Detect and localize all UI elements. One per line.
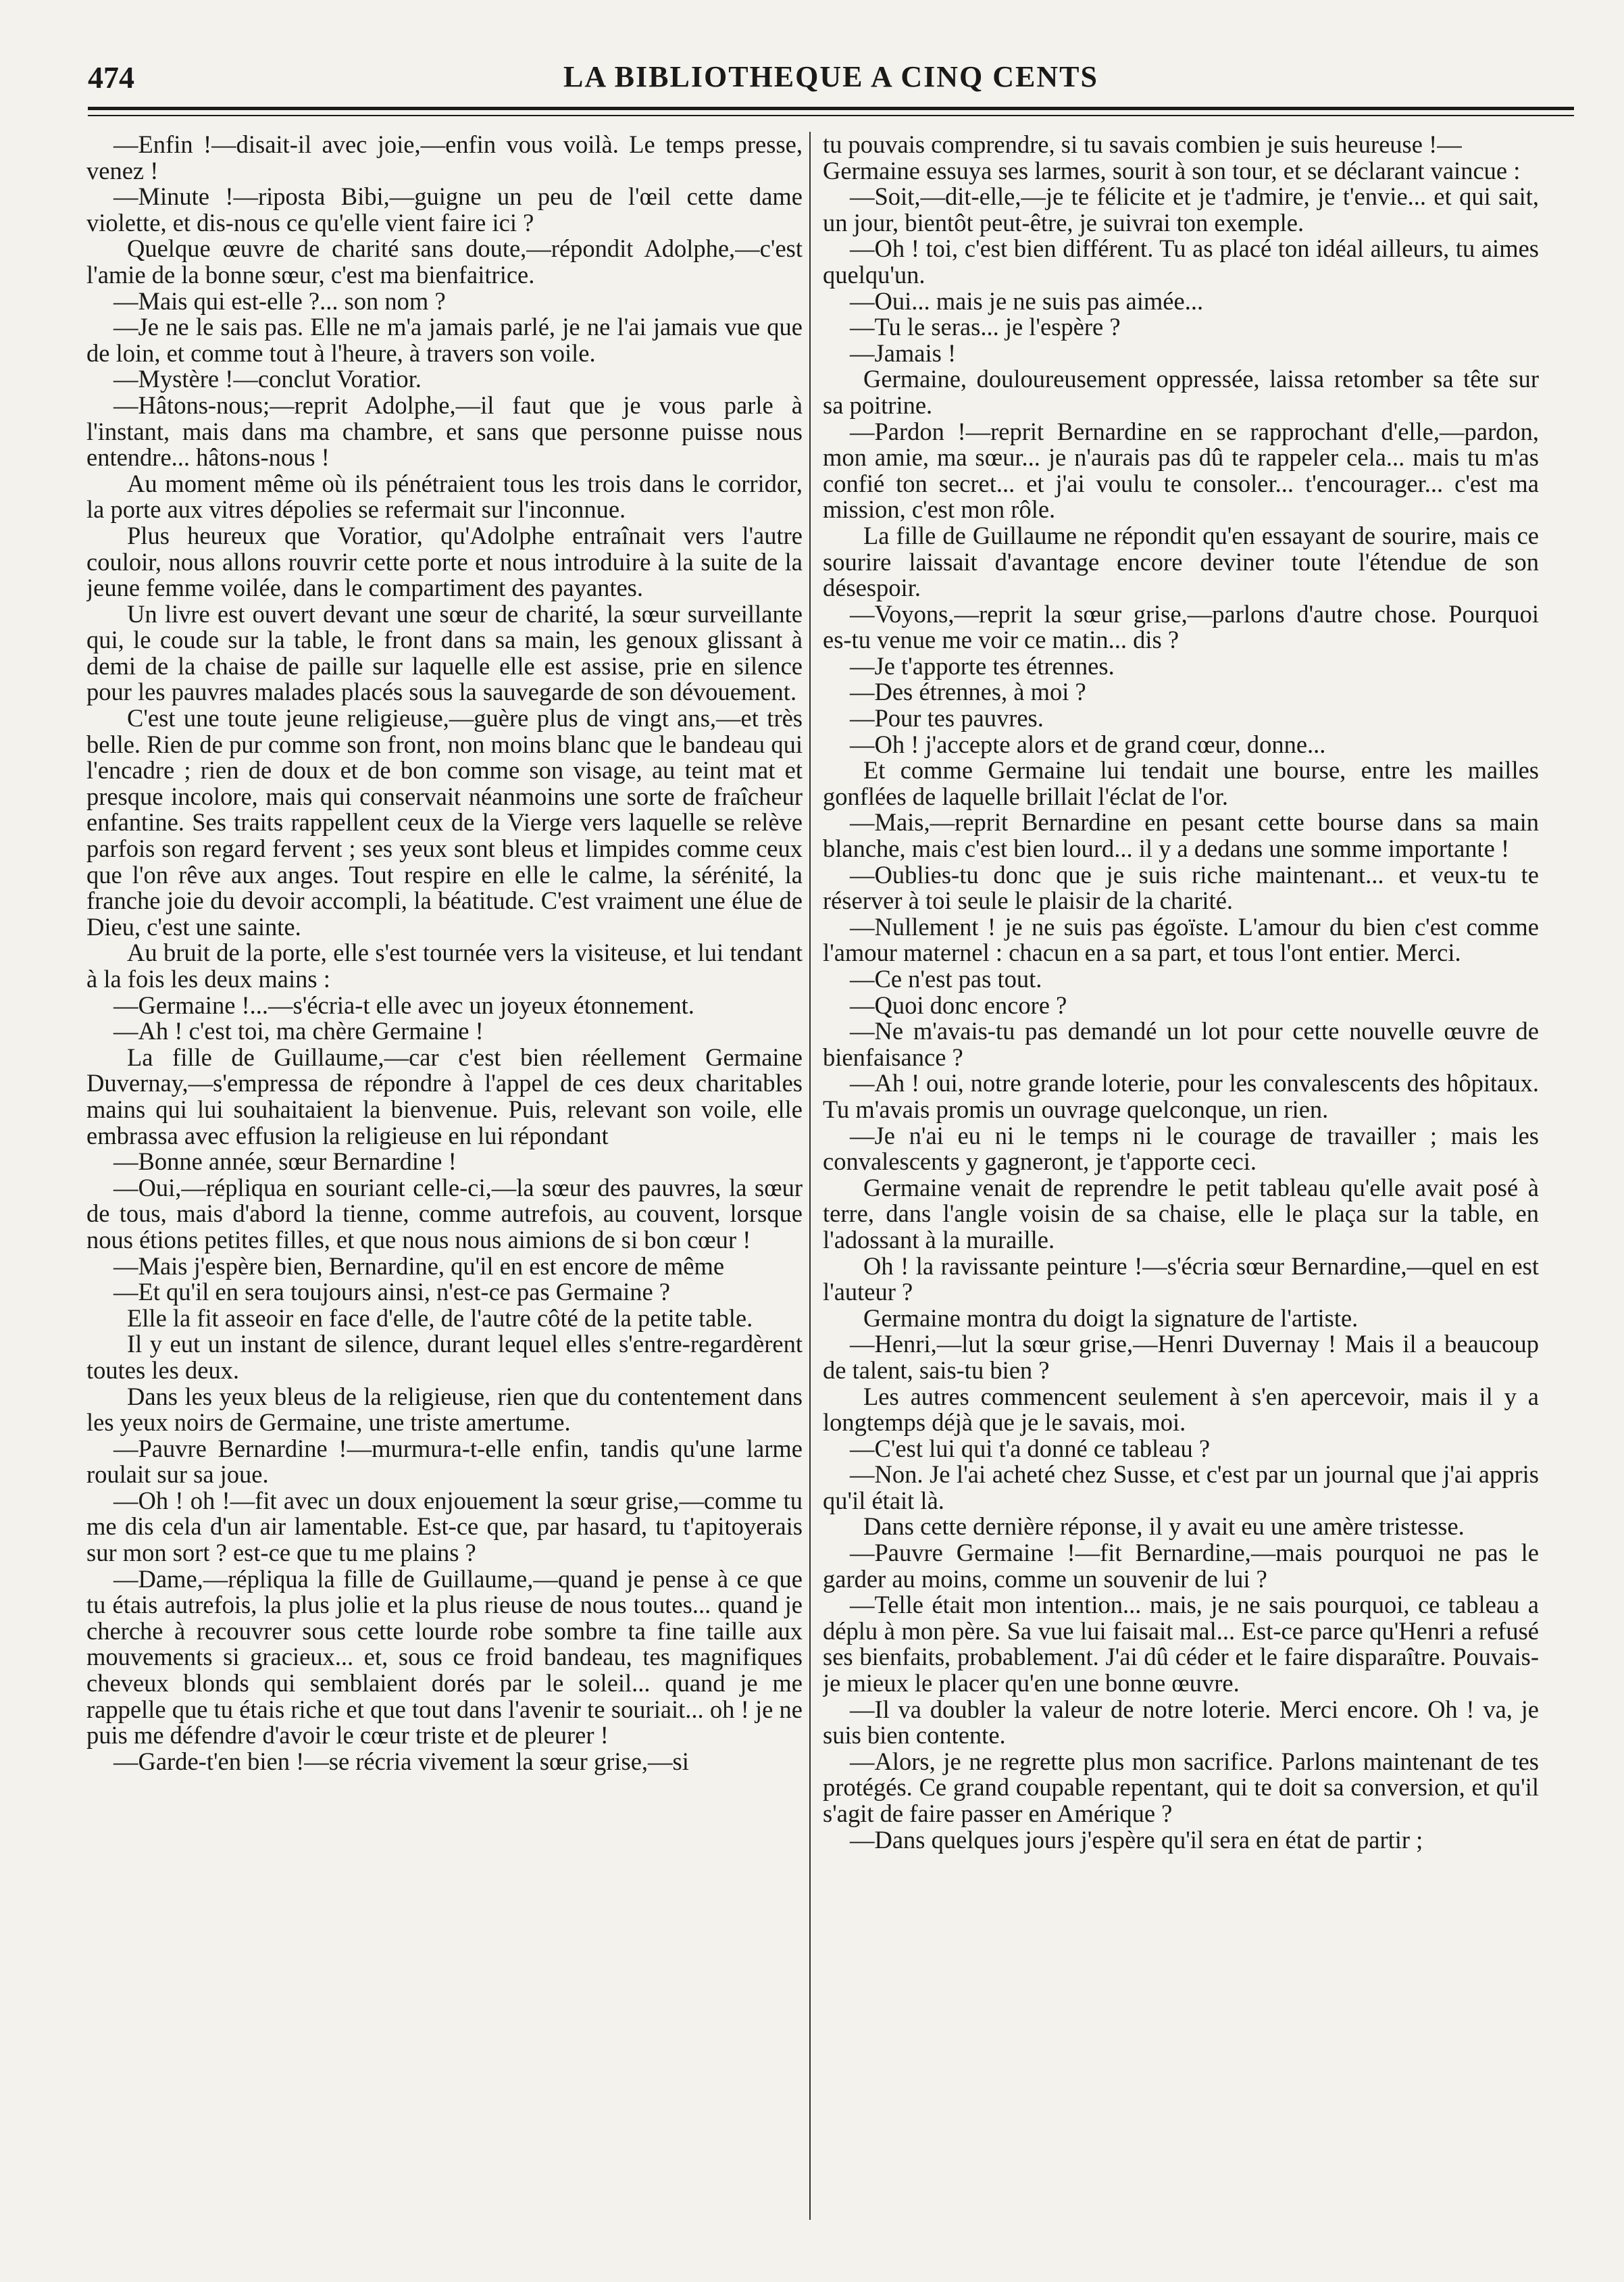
paragraph: —Hâtons-nous;—reprit Adolphe,—il faut que je vous parle à l'instant, mais dans ma chambre, et sans que personne puisse nous entendre... hâtons-nous ! bbox=[86, 391, 803, 472]
paragraph: —Quoi donc encore ? bbox=[850, 991, 1067, 1019]
paragraph: —Pour tes pauvres. bbox=[850, 704, 1044, 733]
paragraph: Et comme Germaine lui tendait une bourse, entre les mailles gonflées de laquelle brillait l'éclat de l'or. bbox=[823, 756, 1539, 810]
paragraph: Il y eut un instant de silence, durant lequel elles s'entre-regardèrent toutes les deux. bbox=[86, 1330, 803, 1384]
paragraph: —Oh ! oh !—fit avec un doux enjouement la sœur grise,—comme tu me dis cela d'un air lamentable. Est-ce que, par hasard, tu t'apitoyerais sur mon sort ? est-ce que tu me plains ? bbox=[86, 1486, 803, 1567]
paragraph: Au bruit de la porte, elle s'est tournée vers la visiteuse, et lui tendant à la fois les deux mains : bbox=[86, 939, 803, 993]
paragraph: —Mais,—reprit Bernardine en pesant cette bourse dans sa main blanche, mais c'est bien lourd... il y a dedans une somme importante ! bbox=[823, 808, 1539, 863]
paragraph: —Oublies-tu donc que je suis riche maintenant... et veux-tu te réserver à toi seule le plaisir de la charité. bbox=[823, 860, 1539, 915]
paragraph: —Je ne le sais pas. Elle ne m'a jamais parlé, je ne l'ai jamais vue que de loin, et comme tout à l'heure, à travers son voile. bbox=[86, 313, 803, 367]
paragraph: La fille de Guillaume ne répondit qu'en essayant de sourire, mais ce sourire laissait d'avantage encore deviner toute l'étendue de son désespoir. bbox=[823, 521, 1539, 602]
paragraph: —Telle était mon intention... mais, je ne sais pourquoi, ce tableau a déplu à mon père. Sa vue lui faisait mal... Est-ce parce qu'Henri a refusé ses bienfaits, probablement. J'ai dû céder et le faire disparaître. Pouvais-je mieux le placer qu'en une bonne œuvre. bbox=[823, 1591, 1539, 1697]
paragraph: —Alors, je ne regrette plus mon sacrifice. Parlons maintenant de tes protégés. Ce grand coupable repentant, qui te doit sa conversion, et qu'il s'agit de faire passer en Amérique ? bbox=[823, 1747, 1539, 1827]
paragraph: —Des étrennes, à moi ? bbox=[850, 678, 1086, 706]
paragraph: —Mystère !—conclut Voratior. bbox=[113, 365, 422, 393]
paragraph: —Dame,—répliqua la fille de Guillaume,—quand je pense à ce que tu étais autrefois, la plus jolie et la plus rieuse de nous toutes... quand je cherche à recouvrer sous cette lourde robe sombre ta fine taille aux mouvements si gracieux... et, sous ce froid bandeau, tes magnifiques cheveux blonds qui semblaient dorés par le soleil... quand je me rappelle que tu étais riche et que tout dans l'avenir te souriait... oh ! je ne puis me défendre d'avoir le cœur triste et de pleurer ! bbox=[86, 1564, 803, 1750]
paragraph: —Voyons,—reprit la sœur grise,—parlons d'autre chose. Pourquoi es-tu venue me voir ce matin... dis ? bbox=[823, 599, 1539, 654]
paragraph: —Bonne année, sœur Bernardine ! bbox=[113, 1147, 457, 1176]
paragraph: Les autres commencent seulement à s'en apercevoir, mais il y a longtemps déjà que je le savais, moi. bbox=[823, 1382, 1539, 1437]
paragraph: —Oh ! toi, c'est bien différent. Tu as placé ton idéal ailleurs, tu aimes quelqu'un. bbox=[823, 234, 1539, 289]
paragraph: —Mais qui est-elle ?... son nom ? bbox=[113, 287, 446, 315]
paragraph: —Henri,—lut la sœur grise,—Henri Duvernay ! Mais il a beaucoup de talent, sais-tu bien ? bbox=[823, 1330, 1539, 1384]
paragraph: —Minute !—riposta Bibi,—guigne un peu de l'œil cette dame violette, et dis-nous ce qu'elle vient faire ici ? bbox=[86, 182, 803, 237]
paragraph: —Ah ! oui, notre grande loterie, pour les convalescents des hôpitaux. Tu m'avais promis un ouvrage quelconque, un rien. bbox=[823, 1069, 1539, 1123]
paragraph: —Soit,—dit-elle,—je te félicite et je t'admire, je t'envie... et qui sait, un jour, bientôt peut-être, je suivrai ton exemple. bbox=[823, 182, 1539, 237]
page-header bbox=[88, 59, 1574, 100]
paragraph: —Pardon !—reprit Bernardine en se rapprochant d'elle,—pardon, mon amie, ma sœur... je n'aurais pas dû te rappeler cela... mais tu m'as confié ton secret... et j'ai voulu te consoler... t'encourager... c'est ma mission, c'est mon rôle. bbox=[823, 417, 1539, 524]
paragraph: —Oh ! j'accepte alors et de grand cœur, donne... bbox=[850, 730, 1326, 758]
paragraph: —Non. Je l'ai acheté chez Susse, et c'est par un journal que j'ai appris qu'il était là. bbox=[823, 1460, 1539, 1514]
paragraph: Germaine montra du doigt la signature de l'artiste. bbox=[863, 1304, 1359, 1332]
paragraph: Germaine essuya ses larmes, sourit à son tour, et se déclarant vaincue : bbox=[823, 156, 1521, 184]
running-title: LA BIBLIOTHEQUE A CINQ CENTS bbox=[563, 60, 1098, 93]
paragraph: —Il va doubler la valeur de notre loterie. Merci encore. Oh ! va, je suis bien contente. bbox=[823, 1695, 1539, 1750]
paragraph: Germaine venait de reprendre le petit tableau qu'elle avait posé à terre, dans l'angle voisin de sa chaise, elle le plaça sur la table, en l'adossant à la muraille. bbox=[823, 1173, 1539, 1254]
paragraph: —Tu le seras... je l'espère ? bbox=[850, 313, 1121, 341]
paragraph: —Je t'apporte tes étrennes. bbox=[850, 651, 1115, 680]
column-divider bbox=[809, 132, 811, 2220]
paragraph: Oh ! la ravissante peinture !—s'écria sœur Bernardine,—quel en est l'auteur ? bbox=[823, 1251, 1539, 1306]
paragraph: C'est une toute jeune religieuse,—guère plus de vingt ans,—et très belle. Rien de pur comme son front, non moins blanc que le bandeau qui l'encadre ; rien de doux et de bon comme son visage, au teint mat et presque incolore, mais qui conservait néanmoins une sorte de fraîcheur enfantine. Ses traits rappellent ceux de la Vierge vers laquelle se relève parfois son regard fervent ; ses yeux sont bleus et limpides comme ceux que l'on rêve aux anges. Tout respire en elle le calme, la sérénité, la franche joie du devoir accompli, la béatitude. C'est vraiment une élue de Dieu, c'est une sainte. bbox=[86, 704, 803, 941]
paragraph: Dans les yeux bleus de la religieuse, rien que du contentement dans les yeux noirs de Germaine, une triste amertume. bbox=[86, 1382, 803, 1437]
paragraph: —Je n'ai eu ni le temps ni le courage de travailler ; mais les convalescents y gagneront, je t'apporte ceci. bbox=[823, 1121, 1539, 1176]
paragraph: Germaine, douloureusement oppressée, laissa retomber sa tête sur sa poitrine. bbox=[823, 365, 1539, 419]
paragraph: —Dans quelques jours j'espère qu'il sera en état de partir ; bbox=[850, 1825, 1423, 1854]
paragraph: —Oui,—répliqua en souriant celle-ci,—la sœur des pauvres, la sœur de tous, mais d'abord la tienne, comme autrefois, au couvent, lorsque nous étions petites filles, et que nous nous aimions de si bon cœur ! bbox=[86, 1173, 803, 1254]
paragraph: Elle la fit asseoir en face d'elle, de l'autre côté de la petite table. bbox=[127, 1304, 753, 1332]
paragraph: La fille de Guillaume,—car c'est bien réellement Germaine Duvernay,—s'empressa de répondre à l'appel de ces deux charitables mains qui lui souhaitaient la bienvenue. Puis, relevant son voile, elle embrassa avec effusion la religieuse en lui répondant bbox=[86, 1043, 803, 1149]
paragraph: tu pouvais comprendre, si tu savais combien je suis heureuse !— bbox=[823, 132, 1462, 158]
paragraph: —Ah ! c'est toi, ma chère Germaine ! bbox=[113, 1017, 484, 1045]
paragraph: —Et qu'il en sera toujours ainsi, n'est-ce pas Germaine ? bbox=[113, 1278, 671, 1306]
paragraph: —Pauvre Bernardine !—murmura-t-elle enfin, tandis qu'une larme roulait sur sa joue. bbox=[86, 1434, 803, 1489]
paragraph: —Ce n'est pas tout. bbox=[850, 965, 1042, 993]
paragraph: —C'est lui qui t'a donné ce tableau ? bbox=[850, 1434, 1211, 1462]
header-rule-thick bbox=[88, 107, 1574, 110]
paragraph: —Nullement ! je ne suis pas égoïste. L'amour du bien c'est comme l'amour maternel : chacun en a sa part, et tous l'ont entier. Merci. bbox=[823, 912, 1539, 967]
right-column bbox=[823, 132, 1539, 2220]
header-rule-thin bbox=[88, 115, 1574, 116]
paragraph: —Germaine !...—s'écria-t elle avec un joyeux étonnement. bbox=[113, 991, 694, 1019]
paragraph: Un livre est ouvert devant une sœur de charité, la sœur surveillante qui, le coude sur la table, le front dans sa main, les genoux glissant à demi de la chaise de paille sur laquelle elle est assise, prie en silence pour les pauvres malades placés sous la sauvegarde de son dévouement. bbox=[86, 599, 803, 706]
paragraph: Au moment même où ils pénétraient tous les trois dans le corridor, la porte aux vitres dépolies se refermait sur l'inconnue. bbox=[86, 469, 803, 524]
paragraph: Dans cette dernière réponse, il y avait eu une amère tristesse. bbox=[863, 1512, 1465, 1541]
page-number: 474 bbox=[88, 60, 134, 95]
paragraph: —Oui... mais je ne suis pas aimée... bbox=[850, 287, 1204, 315]
paragraph: —Jamais ! bbox=[850, 339, 957, 367]
paragraph: Plus heureux que Voratior, qu'Adolphe entraînait vers l'autre couloir, nous allons rouvrir cette porte et nous introduire à la suite de la jeune femme voilée, dans le compartiment des payantes. bbox=[86, 521, 803, 602]
left-column bbox=[86, 132, 803, 2220]
paragraph: —Mais j'espère bien, Bernardine, qu'il en est encore de même bbox=[113, 1251, 725, 1280]
paragraph: —Pauvre Germaine !—fit Bernardine,—mais pourquoi ne pas le garder au moins, comme un souvenir de lui ? bbox=[823, 1539, 1539, 1593]
paragraph: —Garde-t'en bien !—se récria vivement la sœur grise,—si bbox=[113, 1747, 689, 1775]
paragraph: Quelque œuvre de charité sans doute,—répondit Adolphe,—c'est l'amie de la bonne sœur, c'est ma bienfaitrice. bbox=[86, 234, 803, 289]
paragraph: —Ne m'avais-tu pas demandé un lot pour cette nouvelle œuvre de bienfaisance ? bbox=[823, 1017, 1539, 1071]
paragraph: —Enfin !—disait-il avec joie,—enfin vous voilà. Le temps presse, venez ! bbox=[86, 132, 803, 184]
